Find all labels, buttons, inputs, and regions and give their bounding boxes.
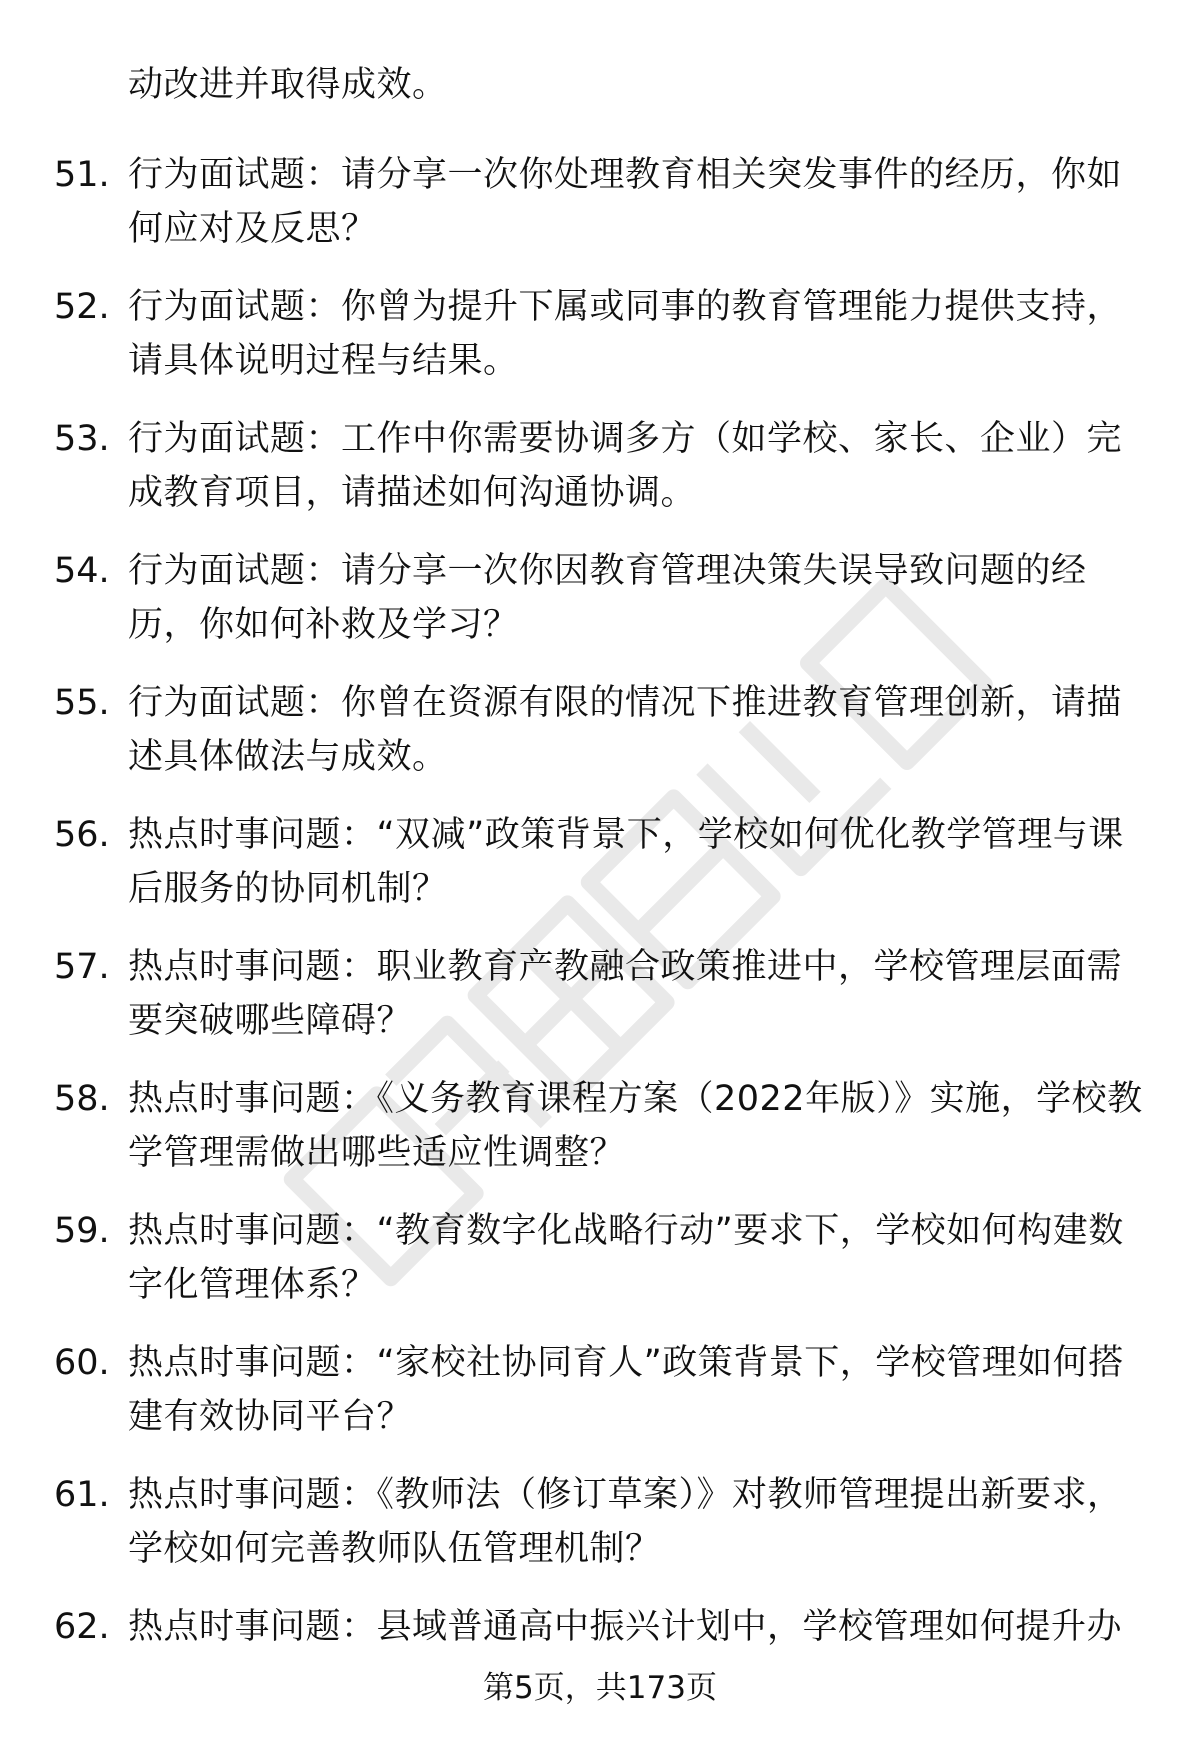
question-number: 56.	[54, 815, 110, 855]
question-text: 行为面试题：请分享一次你处理教育相关突发事件的经历，你如何应对及反思？	[128, 155, 1123, 249]
page-footer: 第5页，共173页	[483, 1670, 717, 1706]
question-text: 热点时事问题：职业教育产教融合政策推进中，学校管理层面需要突破哪些障碍？	[128, 947, 1123, 1041]
question-text: 热点时事问题：县域普通高中振兴计划中，学校管理如何提升办	[128, 1607, 1123, 1647]
question-text: 行为面试题：工作中你需要协调多方（如学校、家长、企业）完成教育项目，请描述如何沟通协调。	[128, 419, 1123, 513]
question-item-59	[0, 1204, 1200, 1336]
question-item-57	[0, 940, 1200, 1072]
question-item-52	[0, 280, 1200, 412]
question-number: 52.	[54, 287, 110, 327]
question-list	[0, 148, 1200, 1732]
question-number: 51.	[54, 155, 110, 195]
question-text: 行为面试题：你曾为提升下属或同事的教育管理能力提供支持，请具体说明过程与结果。	[128, 287, 1123, 381]
question-number: 54.	[54, 551, 110, 591]
question-text: 行为面试题：你曾在资源有限的情况下推进教育管理创新，请描述具体做法与成效。	[128, 683, 1123, 777]
question-number: 53.	[54, 419, 110, 459]
question-item-58	[0, 1072, 1200, 1204]
question-text: 热点时事问题：《义务教育课程方案（2022年版）》实施，学校教学管理需做出哪些适应性调整？	[128, 1079, 1143, 1173]
question-number: 60.	[54, 1343, 110, 1383]
question-item-56	[0, 808, 1200, 940]
question-item-53	[0, 412, 1200, 544]
question-item-55	[0, 676, 1200, 808]
question-number: 59.	[54, 1211, 110, 1251]
question-number: 58.	[54, 1079, 110, 1119]
continuation-text: 动改进并取得成效。	[128, 65, 448, 105]
question-number: 55.	[54, 683, 110, 723]
question-text: 热点时事问题：“家校社协同育人”政策背景下，学校管理如何搭建有效协同平台？	[128, 1343, 1124, 1437]
question-item-61	[0, 1468, 1200, 1600]
question-number: 57.	[54, 947, 110, 987]
question-item-54	[0, 544, 1200, 676]
question-item-60	[0, 1336, 1200, 1468]
question-text: 热点时事问题：“教育数字化战略行动”要求下，学校如何构建数字化管理体系？	[128, 1211, 1124, 1305]
question-text: 行为面试题：请分享一次你因教育管理决策失误导致问题的经历，你如何补救及学习？	[128, 551, 1087, 645]
question-item-51	[0, 148, 1200, 280]
question-text: 热点时事问题：《教师法（修订草案）》对教师管理提出新要求，学校如何完善教师队伍管理机制？	[128, 1475, 1123, 1569]
question-number: 61.	[54, 1475, 110, 1515]
question-number: 62.	[54, 1607, 110, 1647]
question-text: 热点时事问题：“双减”政策背景下，学校如何优化教学管理与课后服务的协同机制？	[128, 815, 1124, 909]
